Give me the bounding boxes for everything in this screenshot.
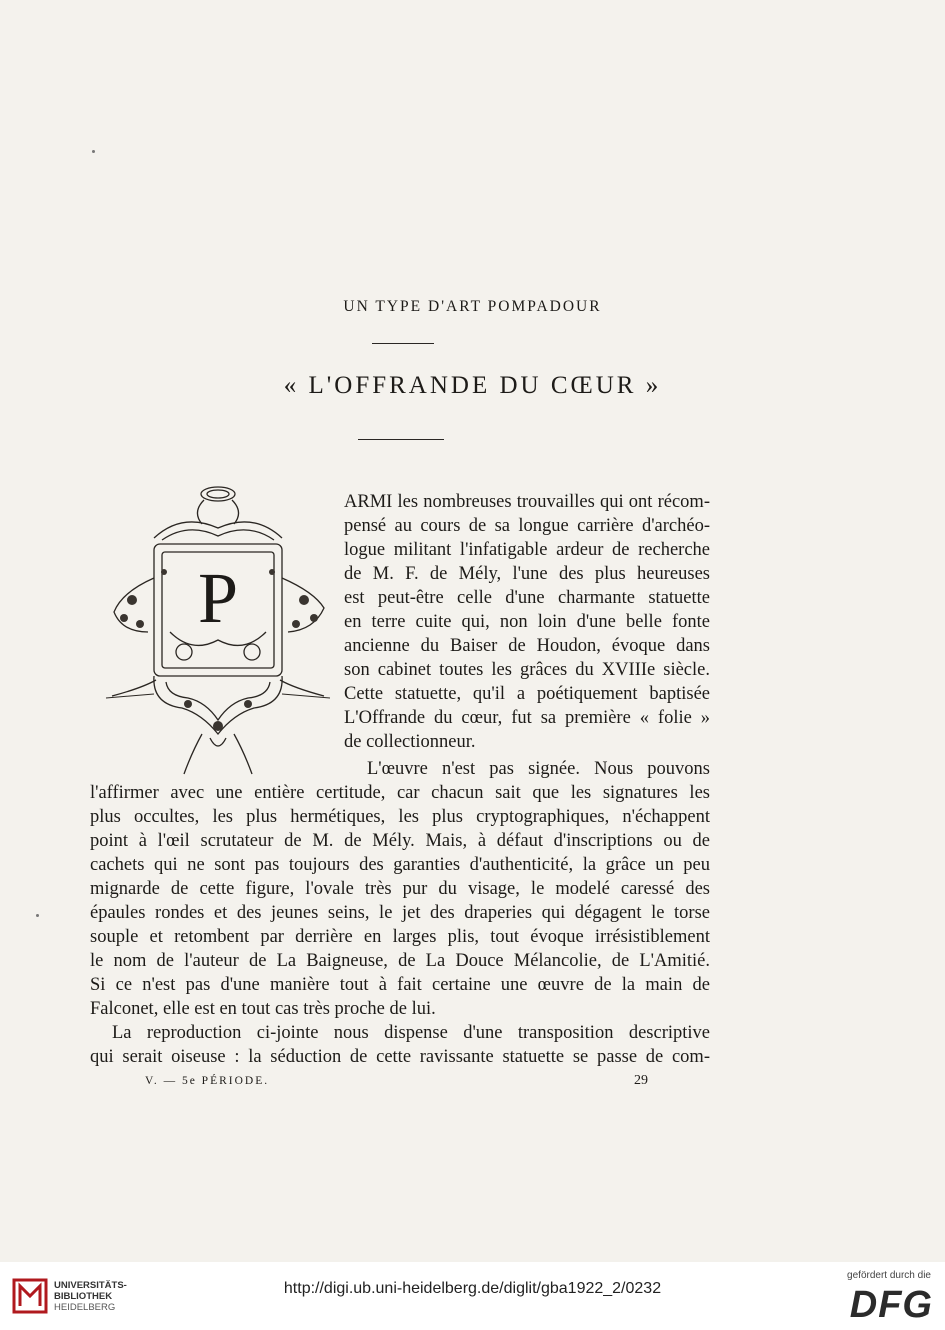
- body-line-6: en terre cuite qui, non loin d'une belle fonte: [344, 612, 710, 632]
- body-line-21: Si ce n'est pas d'une manière tout à fait certaine une œuvre de la main de: [90, 975, 710, 995]
- scan-speck: [92, 150, 95, 153]
- digitization-bar: [0, 1262, 945, 1330]
- ornamental-initial-cartouche: [92, 482, 332, 782]
- body-line-4: de M. F. de Mély, l'une des plus heureuses: [344, 564, 710, 584]
- body-line-8: son cabinet toutes les grâces du XVIIIe siècle.: [344, 660, 710, 680]
- body-line-10: L'Offrande du cœur, fut sa première « folie »: [344, 708, 710, 728]
- body-line-13: l'affirmer avec une entière certitude, car chacun sait que les signatures les: [90, 783, 710, 803]
- funding-note: gefördert durch die: [847, 1270, 931, 1281]
- library-name-line-3: HEIDELBERG: [54, 1302, 116, 1313]
- body-line-14: plus occultes, les plus hermétiques, les plus cryptographiques, n'échappent: [90, 807, 710, 827]
- body-line-19: souple et retombent par derrière en larges plis, tout évoque irrésistiblement: [90, 927, 710, 947]
- kicker-rule: [372, 343, 434, 344]
- title-rule: [358, 439, 444, 440]
- body-line-12: L'œuvre n'est pas signée. Nous pouvons: [367, 759, 710, 779]
- body-line-22: Falconet, elle est en tout cas très proche de lui.: [90, 999, 436, 1019]
- library-name-line-1: UNIVERSITÄTS-: [54, 1280, 127, 1291]
- body-line-5: est peut-être celle d'une charmante statuette: [344, 588, 710, 608]
- drop-cap-initial: P: [197, 558, 239, 638]
- library-name-line-2: BIBLIOTHEK: [54, 1291, 113, 1302]
- body-line-9: Cette statuette, qu'il a poétiquement baptisée: [344, 684, 710, 704]
- body-line-16: cachets qui ne sont pas toujours des garanties d'authenticité, la grâce un peu: [90, 855, 710, 875]
- body-line-15: point à l'œil scrutateur de M. de Mély. Mais, à défaut d'inscriptions ou de: [90, 831, 710, 851]
- page-number: 29: [634, 1073, 648, 1088]
- scan-speck: [36, 914, 39, 917]
- body-line-23: La reproduction ci-jointe nous dispense d'une transposition descriptive: [112, 1023, 710, 1043]
- body-line-1: ARMI les nombreuses trouvailles qui ont récom-: [344, 492, 710, 512]
- body-line-2: pensé au cours de sa longue carrière d'archéo-: [344, 516, 710, 536]
- body-line-3: logue militant l'infatigable ardeur de recherche: [344, 540, 710, 560]
- body-line-18: épaules rondes et des jeunes seins, le jet des draperies qui dégagent le torse: [90, 903, 710, 923]
- permalink-url[interactable]: http://digi.ub.uni-heidelberg.de/diglit/gba1922_2/0232: [283, 1280, 662, 1297]
- body-line-24: qui serait oiseuse : la séduction de cette ravissante statuette se passe de com-: [90, 1047, 710, 1067]
- dfg-logo: DFG: [849, 1284, 933, 1326]
- article-title: « L'OFFRANDE DU CŒUR »: [283, 372, 662, 399]
- body-line-7: ancienne du Baiser de Houdon, évoque dans: [344, 636, 710, 656]
- body-line-17: mignarde de cette figure, l'ovale très pur du visage, le modelé caressé des: [90, 879, 710, 899]
- signature-mark: V. — 5e PÉRIODE.: [145, 1075, 270, 1087]
- body-line-11: de collectionneur.: [344, 732, 476, 752]
- body-line-20: le nom de l'auteur de La Baigneuse, de La Douce Mélancolie, de L'Amitié.: [90, 951, 710, 971]
- article-kicker: UN TYPE D'ART POMPADOUR: [343, 298, 602, 315]
